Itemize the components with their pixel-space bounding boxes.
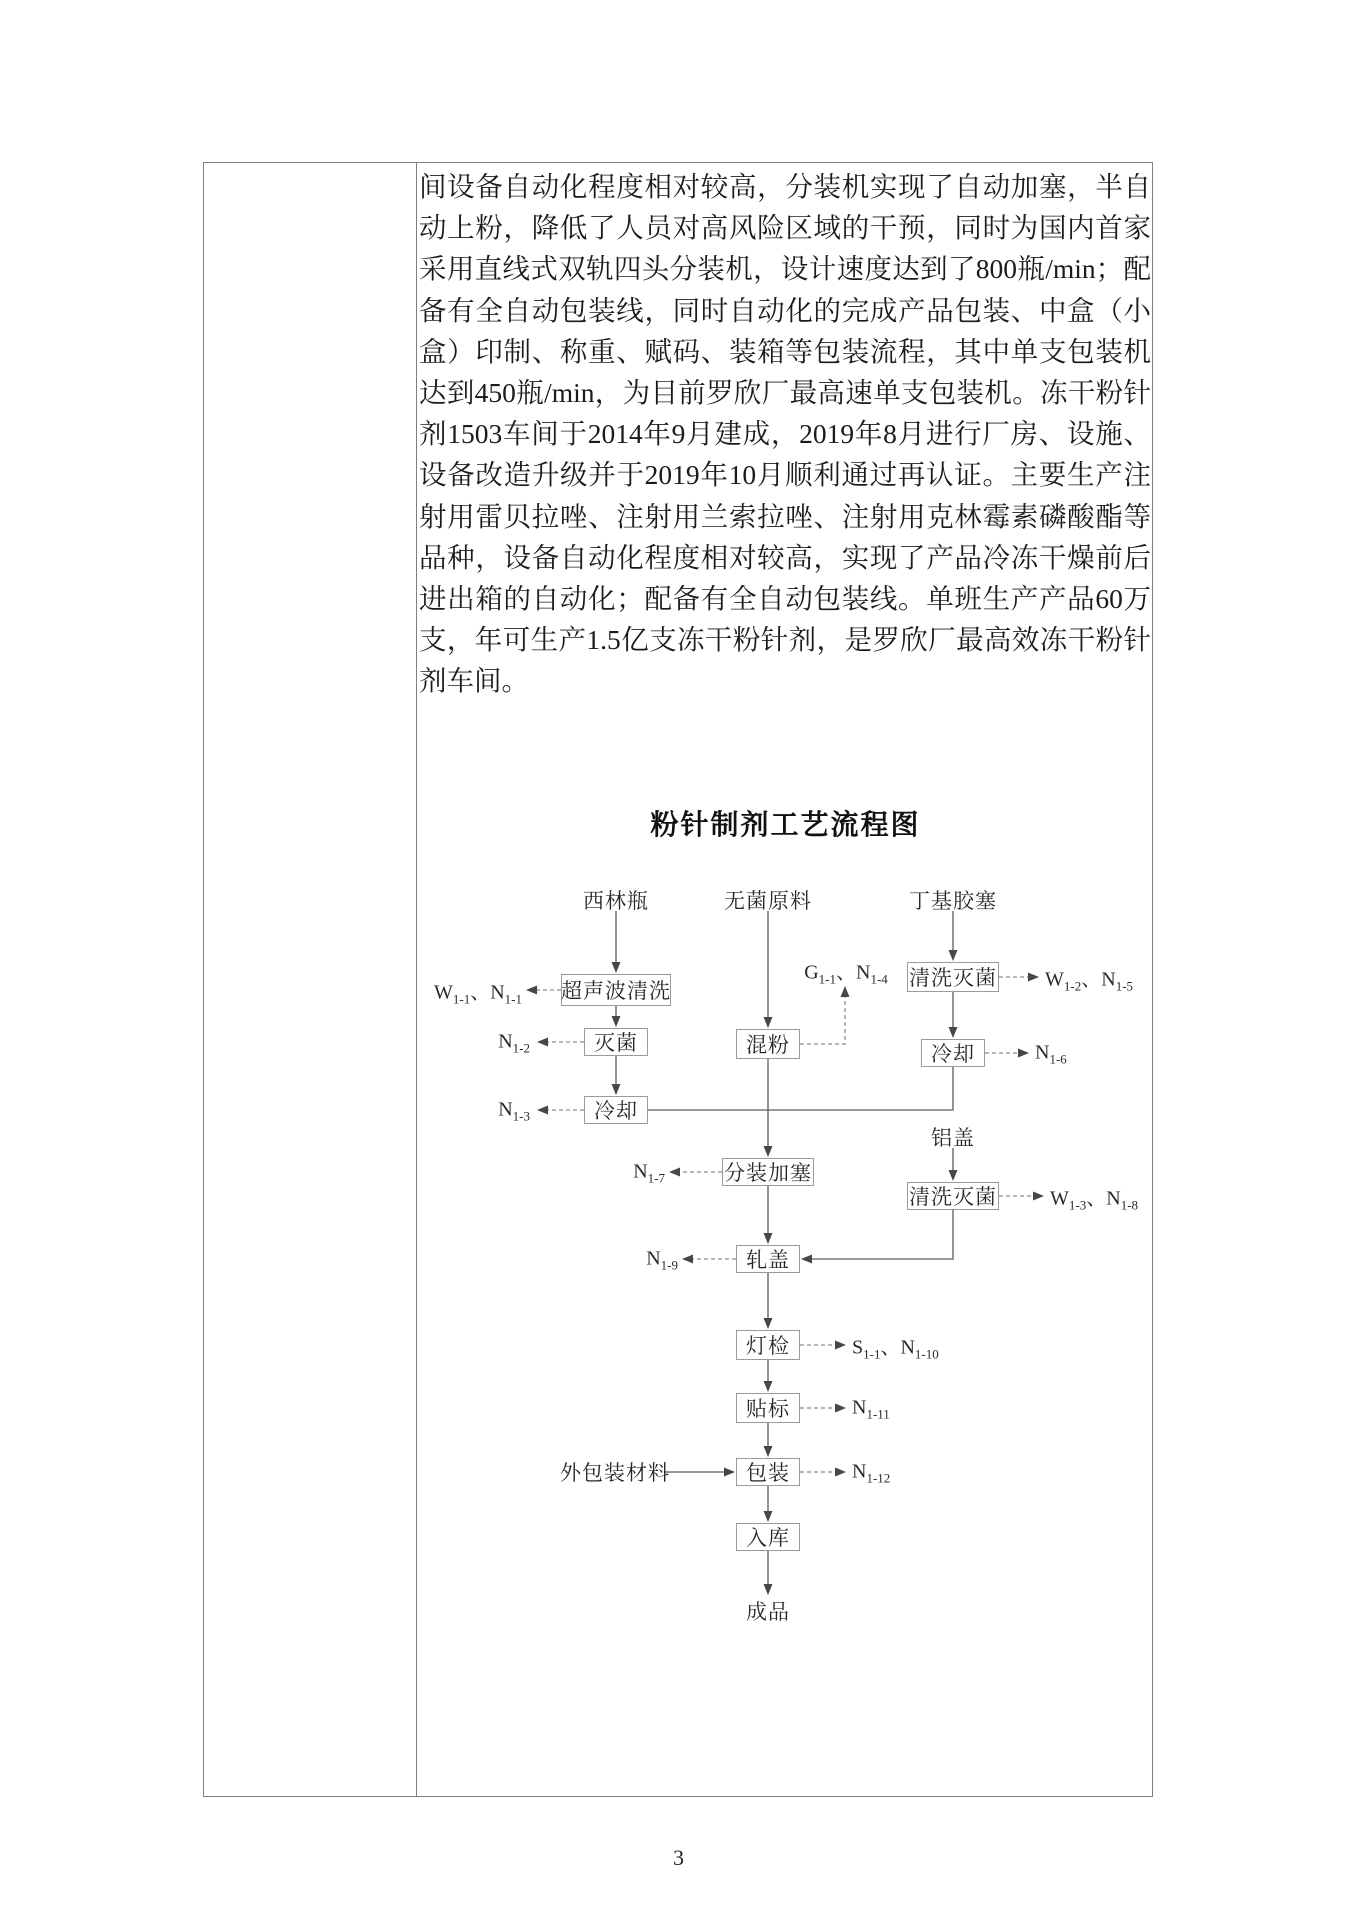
arrowhead-icon xyxy=(612,962,621,973)
flow-edge xyxy=(800,995,845,1044)
arrowhead-icon xyxy=(764,1446,773,1457)
arrowhead-icon xyxy=(537,1106,548,1115)
paragraph-line: 射用雷贝拉唑、注射用兰索拉唑、注射用克林霉素磷酸酯等 xyxy=(419,500,1151,532)
paragraph-line: 剂车间。 xyxy=(419,665,529,697)
flow-label-n1-9: $N_{1-9}$ xyxy=(646,1247,678,1273)
arrowhead-icon xyxy=(835,1404,846,1413)
flow-edge xyxy=(768,1067,953,1110)
flow-node-material-source: 无菌原料 xyxy=(724,889,812,913)
flow-node-light-inspect: 灯检 xyxy=(736,1330,800,1360)
paragraph-line: 达到450瓶/min，为目前罗欣厂最高速单支包装机。冻干粉针 xyxy=(419,377,1151,409)
flow-node-ultrasonic-wash: 超声波清洗 xyxy=(561,974,671,1006)
flow-label-w1-2-n1-5: $W_{1-2}$、$N_{1-5}$ xyxy=(1045,968,1134,994)
process-flowchart xyxy=(418,870,1153,1650)
flow-node-fill-stopper: 分装加塞 xyxy=(722,1158,814,1186)
flow-label-n1-11: $N_{1-11}$ xyxy=(852,1396,890,1422)
arrowhead-icon xyxy=(537,1038,548,1047)
arrowhead-icon xyxy=(835,1341,846,1350)
flow-node-finished-product: 成品 xyxy=(746,1600,790,1624)
arrowhead-icon xyxy=(526,986,537,995)
arrowhead-icon xyxy=(612,1016,621,1027)
flow-node-vial-source: 西林瓶 xyxy=(583,889,649,913)
arrowhead-icon xyxy=(764,1318,773,1329)
paragraph-line: 支，年可生产1.5亿支冻干粉针剂，是罗欣厂最高效冻干粉针 xyxy=(419,624,1151,656)
paragraph-line: 进出箱的自动化；配备有全自动包装线。单班生产产品60万 xyxy=(419,583,1151,615)
flow-label-n1-7: $N_{1-7}$ xyxy=(633,1160,665,1186)
flow-node-wash-sterilize-2: 清洗灭菌 xyxy=(907,1182,999,1210)
paragraph-line: 盒）印制、称重、赋码、装箱等包装流程，其中单支包装机 xyxy=(419,335,1151,367)
flow-node-package: 包装 xyxy=(736,1458,800,1486)
flow-label-g1-1-n1-4: $G_{1-1}$、$N_{1-4}$ xyxy=(804,961,888,987)
paragraph-line: 剂1503车间于2014年9月建成，2019年8月进行厂房、设施、 xyxy=(419,418,1151,450)
arrowhead-icon xyxy=(949,1170,958,1181)
arrowhead-icon xyxy=(1028,973,1039,982)
flow-edge xyxy=(810,1210,953,1259)
arrowhead-icon xyxy=(1033,1192,1044,1201)
paragraph-line: 间设备自动化程度相对较高，分装机实现了自动加塞，半自 xyxy=(419,171,1151,202)
arrowhead-icon xyxy=(841,986,850,997)
paragraph-line: 采用直线式双轨四头分装机，设计速度达到了800瓶/min；配 xyxy=(419,253,1151,285)
arrowhead-icon xyxy=(764,1584,773,1595)
flow-node-warehouse: 入库 xyxy=(736,1523,800,1551)
arrowhead-icon xyxy=(949,950,958,961)
body-paragraph xyxy=(419,166,1151,702)
flow-label-n1-2: $N_{1-2}$ xyxy=(498,1030,530,1056)
flow-label-n1-3: $N_{1-3}$ xyxy=(498,1098,530,1124)
flow-node-apply-label: 贴标 xyxy=(736,1393,800,1423)
arrowhead-icon xyxy=(764,1381,773,1392)
flow-label-s1-1-n1-10: $S_{1-1}$、$N_{1-10}$ xyxy=(852,1336,939,1362)
flowchart-title: 粉针制剂工艺流程图 xyxy=(650,810,921,841)
flow-node-wash-sterilize-1: 清洗灭菌 xyxy=(907,962,999,992)
table-column-divider xyxy=(416,163,417,1796)
arrowhead-icon xyxy=(835,1468,846,1477)
flow-node-sterilize: 灭菌 xyxy=(584,1028,648,1056)
arrowhead-icon xyxy=(612,1084,621,1095)
flow-node-stopper-source: 丁基胶塞 xyxy=(909,889,997,913)
paragraph-line: 设备改造升级并于2019年10月顺利通过再认证。主要生产注 xyxy=(419,459,1151,491)
page-number: 3 xyxy=(673,1845,684,1870)
arrowhead-icon xyxy=(682,1255,693,1264)
arrowhead-icon xyxy=(949,1027,958,1038)
flow-node-outer-material: 外包装材料 xyxy=(560,1461,670,1485)
arrowhead-icon xyxy=(764,1233,773,1244)
flow-node-alu-cap: 铝盖 xyxy=(931,1126,975,1150)
arrowhead-icon xyxy=(724,1468,735,1477)
arrowhead-icon xyxy=(801,1255,812,1264)
flow-node-cool-left: 冷却 xyxy=(584,1096,648,1124)
flow-label-w1-1-n1-1: $W_{1-1}$、$N_{1-1}$ xyxy=(433,981,522,1007)
flow-label-n1-12: $N_{1-12}$ xyxy=(852,1460,891,1486)
arrowhead-icon xyxy=(1018,1049,1029,1058)
arrowhead-icon xyxy=(669,1168,680,1177)
flow-label-n1-6: $N_{1-6}$ xyxy=(1035,1041,1067,1067)
flow-node-cool-right: 冷却 xyxy=(921,1039,985,1067)
arrowhead-icon xyxy=(764,1146,773,1157)
arrowhead-icon xyxy=(764,1511,773,1522)
flow-label-w1-3-n1-8: $W_{1-3}$、$N_{1-8}$ xyxy=(1050,1187,1139,1213)
flow-node-mix-powder: 混粉 xyxy=(736,1029,800,1059)
paragraph-line: 备有全自动包装线，同时自动化的完成产品包装、中盒（小 xyxy=(419,294,1151,326)
paragraph-line: 动上粉，降低了人员对高风险区域的干预，同时为国内首家 xyxy=(419,212,1151,244)
arrowhead-icon xyxy=(764,1017,773,1028)
paragraph-line: 品种，设备自动化程度相对较高，实现了产品冷冻干燥前后 xyxy=(419,541,1151,573)
flow-node-cap-crimp: 轧盖 xyxy=(736,1245,800,1273)
